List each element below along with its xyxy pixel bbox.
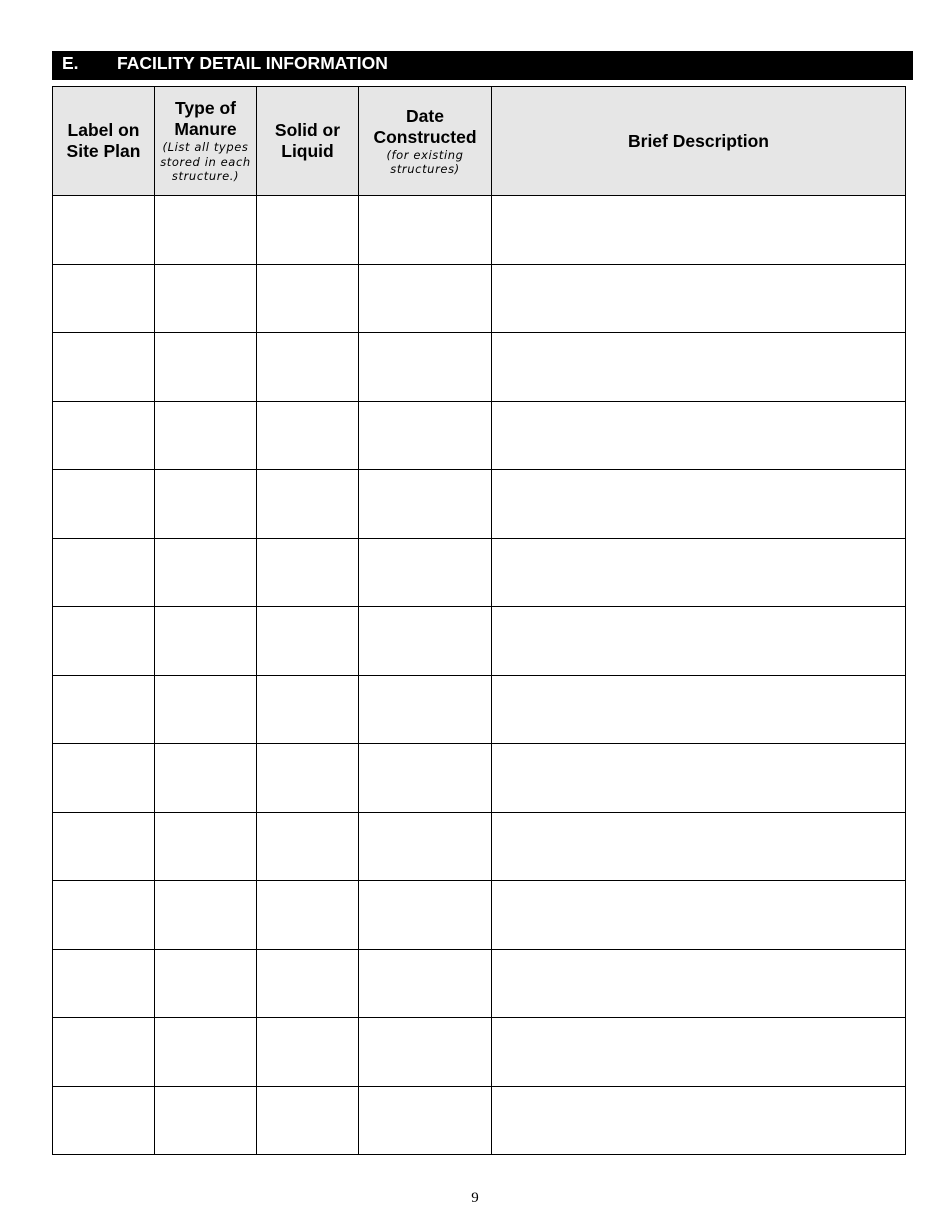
column-header-solid-or-liquid	[257, 87, 359, 196]
brief-description-cell[interactable]	[492, 264, 906, 333]
table-row	[53, 881, 906, 950]
section-title: FACILITY DETAIL INFORMATION	[117, 53, 388, 73]
solid-or-liquid-cell[interactable]	[257, 1018, 359, 1087]
table-row	[53, 333, 906, 402]
label-on-site-plan-cell[interactable]	[53, 949, 155, 1018]
type-of-manure-cell[interactable]	[155, 881, 257, 950]
table-row	[53, 812, 906, 881]
brief-description-cell[interactable]	[492, 881, 906, 950]
solid-or-liquid-cell[interactable]	[257, 675, 359, 744]
facility-detail-table	[52, 86, 906, 1155]
solid-or-liquid-cell[interactable]	[257, 607, 359, 676]
date-constructed-cell[interactable]	[359, 1086, 492, 1155]
label-on-site-plan-cell[interactable]	[53, 538, 155, 607]
type-of-manure-cell[interactable]	[155, 401, 257, 470]
solid-or-liquid-cell[interactable]	[257, 1086, 359, 1155]
label-on-site-plan-cell[interactable]	[53, 812, 155, 881]
brief-description-cell[interactable]	[492, 1018, 906, 1087]
column-header-label: Type of Manure	[174, 98, 237, 140]
label-on-site-plan-cell[interactable]	[53, 881, 155, 950]
date-constructed-cell[interactable]	[359, 264, 492, 333]
brief-description-cell[interactable]	[492, 675, 906, 744]
type-of-manure-cell[interactable]	[155, 744, 257, 813]
column-header-label: Brief Description	[628, 130, 769, 151]
label-on-site-plan-cell[interactable]	[53, 607, 155, 676]
type-of-manure-cell[interactable]	[155, 264, 257, 333]
type-of-manure-cell[interactable]	[155, 1018, 257, 1087]
type-of-manure-cell[interactable]	[155, 333, 257, 402]
brief-description-cell[interactable]	[492, 470, 906, 539]
date-constructed-cell[interactable]	[359, 333, 492, 402]
solid-or-liquid-cell[interactable]	[257, 333, 359, 402]
type-of-manure-cell[interactable]	[155, 470, 257, 539]
type-of-manure-cell[interactable]	[155, 812, 257, 881]
date-constructed-cell[interactable]	[359, 812, 492, 881]
column-header-label-on-site-plan	[53, 87, 155, 196]
solid-or-liquid-cell[interactable]	[257, 264, 359, 333]
section-header	[52, 51, 913, 80]
table-row	[53, 607, 906, 676]
label-on-site-plan-cell[interactable]	[53, 1086, 155, 1155]
column-header-label: Solid or Liquid	[274, 120, 341, 161]
table-row	[53, 675, 906, 744]
column-header-type-of-manure	[155, 87, 257, 196]
type-of-manure-cell[interactable]	[155, 538, 257, 607]
solid-or-liquid-cell[interactable]	[257, 401, 359, 470]
column-header-note: (for existing structures)	[386, 147, 464, 176]
date-constructed-cell[interactable]	[359, 949, 492, 1018]
label-on-site-plan-cell[interactable]	[53, 675, 155, 744]
solid-or-liquid-cell[interactable]	[257, 881, 359, 950]
type-of-manure-cell[interactable]	[155, 949, 257, 1018]
label-on-site-plan-cell[interactable]	[53, 401, 155, 470]
type-of-manure-cell[interactable]	[155, 1086, 257, 1155]
brief-description-cell[interactable]	[492, 538, 906, 607]
brief-description-cell[interactable]	[492, 333, 906, 402]
table-row	[53, 470, 906, 539]
type-of-manure-cell[interactable]	[155, 675, 257, 744]
type-of-manure-cell[interactable]	[155, 196, 257, 265]
table-row	[53, 1018, 906, 1087]
date-constructed-cell[interactable]	[359, 675, 492, 744]
brief-description-cell[interactable]	[492, 812, 906, 881]
solid-or-liquid-cell[interactable]	[257, 470, 359, 539]
section-letter: E.	[62, 53, 79, 73]
label-on-site-plan-cell[interactable]	[53, 470, 155, 539]
label-on-site-plan-cell[interactable]	[53, 264, 155, 333]
table-header-row	[53, 87, 906, 196]
brief-description-cell[interactable]	[492, 1086, 906, 1155]
label-on-site-plan-cell[interactable]	[53, 333, 155, 402]
solid-or-liquid-cell[interactable]	[257, 812, 359, 881]
date-constructed-cell[interactable]	[359, 1018, 492, 1087]
column-header-date-constructed	[359, 87, 492, 196]
solid-or-liquid-cell[interactable]	[257, 949, 359, 1018]
date-constructed-cell[interactable]	[359, 607, 492, 676]
table-row	[53, 264, 906, 333]
table-row	[53, 949, 906, 1018]
solid-or-liquid-cell[interactable]	[257, 538, 359, 607]
column-header-label: Label on Site Plan	[66, 120, 141, 161]
solid-or-liquid-cell[interactable]	[257, 196, 359, 265]
table-row	[53, 1086, 906, 1155]
table-row	[53, 538, 906, 607]
brief-description-cell[interactable]	[492, 607, 906, 676]
type-of-manure-cell[interactable]	[155, 607, 257, 676]
brief-description-cell[interactable]	[492, 196, 906, 265]
label-on-site-plan-cell[interactable]	[53, 744, 155, 813]
table-row	[53, 744, 906, 813]
brief-description-cell[interactable]	[492, 401, 906, 470]
date-constructed-cell[interactable]	[359, 470, 492, 539]
column-header-brief-description	[492, 87, 906, 196]
date-constructed-cell[interactable]	[359, 881, 492, 950]
date-constructed-cell[interactable]	[359, 744, 492, 813]
table-row	[53, 196, 906, 265]
label-on-site-plan-cell[interactable]	[53, 1018, 155, 1087]
label-on-site-plan-cell[interactable]	[53, 196, 155, 265]
date-constructed-cell[interactable]	[359, 196, 492, 265]
column-header-label: Date Constructed	[373, 105, 477, 147]
solid-or-liquid-cell[interactable]	[257, 744, 359, 813]
column-header-note: (List all types stored in each structure.)	[160, 140, 251, 184]
brief-description-cell[interactable]	[492, 949, 906, 1018]
table-body	[53, 196, 906, 1155]
date-constructed-cell[interactable]	[359, 538, 492, 607]
date-constructed-cell[interactable]	[359, 401, 492, 470]
table-row	[53, 401, 906, 470]
brief-description-cell[interactable]	[492, 744, 906, 813]
page-number: 9	[471, 1190, 479, 1206]
